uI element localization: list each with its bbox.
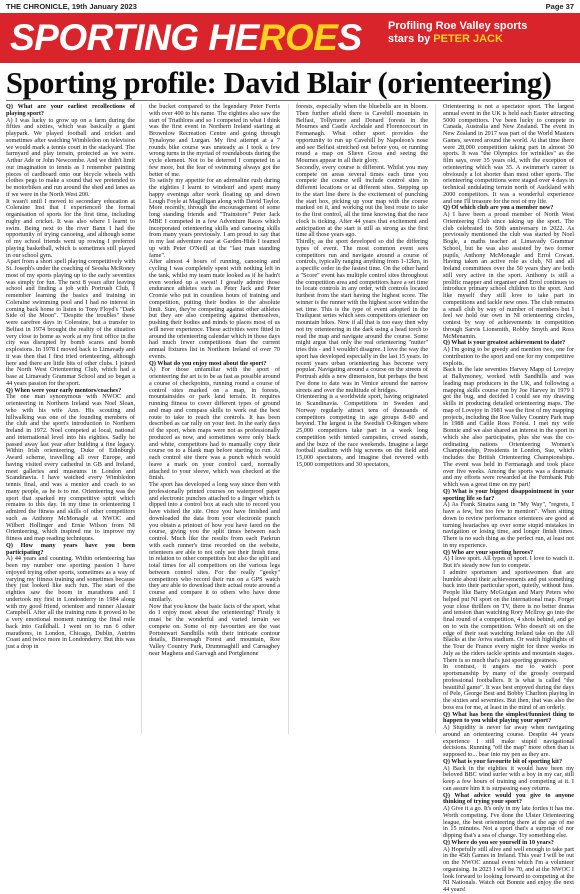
banner-strapline [388, 20, 574, 46]
banner-strapline-by: stars by [388, 33, 431, 45]
interview-question: Q) When were your early mentors/coaches? [6, 386, 122, 394]
article-paragraph: After almost 4 hours of running, canoeing and cycling I was completely spent with nothing left in the tank, whilst my team mate looked as if he hadn't even worked up a sweat! I greatly admire those endurance athletes such as Peter Jack and Peter Cromie who put in countless hours of training and competition, putting their bodies to the absolute limit. Sure, they're competing against other athletes but they are also competing against themselves, pushing their bodies and minds to places most of us will never experience. These activities were fitted in around the orienteering calendar which in those days had much fewer competitions than the current annual fixtures list in Northern Ireland of over 70 events. [149, 258, 280, 360]
article-paragraph: Back in the late seventies Harvey Mapp of Lovejoy at Ballymoney, worked with Sandhills and was leading map producers in the UK, and following a mapping skills course run by Joe Harvey in 1979 I got the bug, and decided I could see my drawing skills in producing detailed orienteering maps. The map of Lovejoy in 1981 was the first of my mapping projects, including the Roe Valley Country Park map in 1988 and Cattle Ross Forest. I met my wife Bonnie and we also shared an interest in the sport in which she also participates, plus she was the co-ordinating nations Orienteering Women's Championship, Presidents in London, Sue, which includes the British Orienteering Championships. The event was held in Fermanagh and took place over five weeks. Among the sports was a dramatic and my efforts were rewarded at the Fernbank Pub which was a great time on my part! [443, 366, 574, 488]
interview-question: Q) What is your biggest disappointment in your sporting life so far? [443, 487, 574, 502]
article-column-4 [443, 103, 574, 893]
section-banner [0, 13, 580, 63]
article-paragraph: To satisfy my appetite for an adrenaline rush during the eighties I learnt to windsurf and spent many happy evenings after work floating up and down Lough Foyle at Magilligan along with David Taylor. More recently, through the encouragement of some long standing friends and "Trainstore" Peter Jack MBE I competed in a few Adventure Races which incorporated orienteering skills and canoeing skills from many years previously. I am proud to say that in my last adventure race at Garden-Hide I teamed up with Peter O'Neill at the "last man standing fame". [149, 177, 280, 259]
article-paragraph: A) Back in the eighties it would have been my beloved BBC wind surfer with a boy in my car, still keep a few hours of training and competing at it. I can assure him it is surpassing easy returns. [443, 764, 574, 792]
banner-title-highlight: ROE [258, 17, 338, 58]
interview-question: Q) Who are your sporting heroes? [443, 548, 534, 556]
banner-title-part1: SPORTING HE [10, 17, 259, 58]
column-divider [141, 104, 142, 734]
article-headline: Sporting profile: David Blair (orienteering) [6, 66, 552, 100]
interview-question: Q) What is your greatest achievement to date? [443, 339, 566, 347]
article-paragraph: A) 44 years and counting. Within orienteering has been my number one sporting passion I have enjoyed trying other sports, sometimes as a way of varying my fitness training and sometimes because they just looked like such fun. The start of the eighties saw the boom in marathons and I undertook my first in Londonderry in 1984 along with my good friend, orienteer and runner Alastair Campbell. After all the training runs it proved to be a very emotional moment running the final mile back into Guildhall. I went on to run 6 other marathons, in London, Chicago, Dublin, Antrim Coast and twice more in Londonderry. But this was just a drop in [6, 555, 135, 650]
interview-question: Q) What do you enjoy most about the sport? [149, 359, 267, 367]
banner-strapline-line2 [388, 33, 574, 46]
article-column-1 [6, 104, 135, 734]
article-paragraph: A) As Frank Sinatra sang in "My Way", "regrets, I have a few, but too few to mention". When sitting down to review performance orienteers are good at turning heartaches up over some stupid mistakes in navigation or losing time, and longer finish times. There is no such thing as the perfect run, at least not in my experience. [443, 501, 574, 549]
interview-question: Q) What has been the simplest/funniest thing to happen to you whilst playing your sport? [443, 710, 574, 725]
article-paragraph: A) Stupidity is never far away when navigating around an orienteering course. Despite 44 years experience I still make stupid navigational decisions. Running "off the map" more often than is supposed to... bear into my pen as they are. [443, 724, 574, 758]
article-paragraph: It wasn't until I moved to secondary education at Coleraine Inst that I experienced the formal organisation of sports for the first time, including rugby and cricket. It was also where I learnt to swim. Being next to the river Bann I had the opportunity of trying canoeing, and although some of my school friends went up rowing I preferred playing basketball, which is sometimes still played in our school gym. [6, 197, 135, 259]
article-paragraph: A) Give it a go. It's only in my late forties it has me. Worth competing. I've done the Ulster Orienteering league, the best orienteering there at the age of me in 15 minutes. Not a sport that's a surprise of nor dipping that's a sea of change. Try something else. [443, 805, 574, 839]
masthead-page-number: Page 37 [545, 2, 574, 11]
interview-question: Q) What are your earliest recollections of playing sport? [6, 103, 135, 117]
banner-author: PETER JACK [433, 33, 503, 45]
article-paragraph: I admire sportsmen and sportswomen that are humble about their achievements and put something back into their particular sport, quietly, without fuss. People like Barry McGuigan and Mary Peters who helped put NI sport on the international map. Forget your close thrillers on TV, there is no better drama and tension than watching Rory Mcllroy go into the final round of a competition, 4 shots behind, and go on to win the competition. Who doesn't sit on the edge of their seat watching Ireland take on the All Blacks at the Aviva stadium. Or watch highlights of the Tour de France every night for three weeks in July as the riders tackle sprints and mountain stages. There is so much that's just sporting greatness. [443, 568, 574, 664]
interview-question: Q) How many years have you been participating? [6, 541, 135, 556]
article-paragraph: A) Hopefully still alive and well enough to take part in the 45th Games in Ireland. This year I will be out on the NWOC annual event which I'm a volunteer organising. In 2023 I will be 70, and at the NWOC I look forward to looking forward to competing at the NI Nationals. Watch out Bonnie and enjoy the next 44 years! [443, 845, 574, 893]
headline-divider [6, 100, 574, 101]
article-paragraph: A) I have been a proud member of North West Orienteering Club since taking up the sport. The club celebrated its 50th anniversary in 2022. As previously mentioned the club was started by Noel Bogle, a maths teacher at Limavady Grammar School, but he was also assisted by two former pupils, Anthony McMonagle and Errol Cowan. Having taken an active role as club, NI and all Ireland committees over the 50 years they are both still very active in the sport. Anthony is still a prolific mapper and organiser and Errol continues to introduce primary school children to the sport. And like myself they still love to take part in competitions and tackle new ones. The club remains a small club by way of number of members but I feel we hold our own in NI orienteering circles, contest by way of achievements in competition through Sarvis Lionsmith, Robby Smyth and Ross McMenamin. [443, 211, 574, 340]
article-paragraph: A) For those unfamiliar with the sport of orienteering the art is to be as fast as possible around a course of checkpoints, running round a course of control sites marked on a map, in forests, mountainsides or park land terrain. It requires running fitness to cover different types of ground and map and compass skills to work out the best route to take to reach the controls. It has been described as car rally on your feet. In the early days of the sport, when maps were not as professionally produced as now, and sometimes were only black and white, competitors had to manually copy their course on to a blank map before starting to run. At each control site there was a punch which would leave a mark on your control card, normally attached to your sleeve, which was checked at the finish. [149, 366, 280, 482]
interview-question: Q) Where do you see yourself in 10 years? [443, 838, 554, 846]
article-paragraph: Secondly, every course is different. Whilst you may compete on areas several times each time you compete the course will include control sites in different locations or at different sites. Stepping up to the start line there is the excitement of punching the start box, picking up your map with the course marked on it, and working out the best route to take to the first control, all the time knowing that the race clock is ticking. After 44 years that excitement and anticipation at the start is still as strong as the first time all those years ago. [296, 163, 428, 239]
masthead-paper: THE CHRONICLE, 19th January 2023 [6, 2, 137, 11]
article-column-2 [149, 104, 280, 734]
article-paragraph: Orienteering is not a spectator sport. The largest annual event in the UK is held each Easter attracting 5000 competitors. I've been lucky to compete in Canada, Australia and New Zealand. The event in New Zealand in 2017 was part of the World Masters Games, severed around the world. At that time there were 28,000 competition taking part in almost 30 sports. It was "the Olympics for wrinklies" as the film says, over 35 years old, with the exception of orienteering which was 35. A swimmer's career is obviously a lot shorter than most other sports. The orienteering competitions were staged over 4 days in technical undulating terrain north of Auckland with 2000 competitors. It was a wonderful experience and one I'll treasure for the rest of my life. [443, 103, 574, 205]
article-paragraph: In contrast, it angers me to watch poor sportsmanship by many of the grossly overpaid professional footballers. It is what is called "the beautiful game". It was best enjoyed during the days of Pele, George Best and Bobby Charlton playing in the sixties and seventies. But then, that was also the boss era for me, at least in the mind of an orderly. [443, 663, 574, 711]
article-paragraph: A) I'm going to be greedy and mention two, one for contribution to the sport and one for my competitive exploits. [443, 346, 574, 367]
banner-title [10, 17, 362, 59]
article-paragraph: The one man synonymous with NWOC and orienteering in Northern Ireland was Noel Sloan, who with his wife Ann. His scouting and hillwalking was one of the founding members of the club and the sport's introduction to Northern Ireland in 1972. Noel competed at local, national and international level into his eighties. Sadly he passed away last year after building a fine legacy. Within Irish orienteering, Duke of Edinburgh Award scheme, travelling all over Europe, and having visited every cathedral in GB and Ireland, meet galleries and museums in London and Scandinavia. I have watched every Wimbledon tennis final, and was a mentor and coach to so many people, as he is to me. Orienteering was the sport that sparked my competitive spirit which remains to this day. In my time in orienteering I admired the fitness and skills of other competitors such as Anthony McMonagle at NWOC and Wilbert Hollinger and Ernie Wilson from NI Orienteering, which inspired me to improve my fitness and map reading techniques. [6, 393, 135, 542]
article-paragraph: Apart from a short spell playing competitively with St. Joseph's under the coaching of Seosha McRoney most of my sports playing up to the early seventies was simply for fun. The next 8 years after leaving school and finding a job with Portrush Club, I remember learning the basics and training in Coleraine swimming pool and I had no interest in coming back home to listen to Tony Floyd's "Dark Side of the Moon". "Despite the troubles" these were carefree days in Coleraine, but a transfer to Belfast in 1974 brought the reality of the situation very close to home as work at my first office in the city was disrupted by bomb scares and bomb explosions. In 1978 I moved back to Limavady and it was then that I first tried orienteering, although here and there are little bits of other clubs. I joined the North West Orienteering Club, which had a base at Limavady Grammar School and so began a 44 years passion for the sport. [6, 258, 135, 387]
article-paragraph: A) I love sport. All types of sport. I love to watch it. But it's steady now fun to compete. [443, 555, 574, 569]
article-paragraph: the bucket compared to the legendary Peter Ferris with over 400 to his name. The eighties also saw the start of Triathlons and so I competed in what I think was the first event in Northern Ireland starting at Brownlow Recreation Centre and going through Tynaloyne and Lurgan. My first attempt at a 7 rounds bike course was unsteady as I took a few wrong turns in the myriad of roundabouts during the cycle element. Not to be deterred I competed in a few more, but the fear of swimming always got the better of me. [149, 103, 280, 178]
column-divider [435, 104, 436, 734]
interview-question: Q) Of which club are you a member now? [443, 204, 554, 212]
interview-question: Q) What is your favourite bit of sporting kit? [443, 757, 563, 765]
banner-title-part3: S [337, 17, 362, 58]
banner-strapline-line1: Profiling Roe Valley sports [388, 20, 528, 32]
article-paragraph: forests, especially when the bluebells are in bloom. Then further afield there is Cavehill mountain in Belfast, Tollymore and Donard forests in the Mournes and Castle Archdale and Florencecourt in Fermanagh. What other sport provides the opportunity to run up Cavehill by Napoleon's nose and see Belfast stretched out before you, or running round a map on Slieve Gross and seeing the Mournes appear in all their glory. [296, 103, 428, 164]
article-paragraph: Now that you know the basic facts of the sport, what do I enjoy most about the orienteering? Firstly it must be the wonderful and varied terrain we compete on. Some of my favourites are the vast Portstewart Sandhills with their intricate contour details, Binevenagh Forest and mountain, Roe Valley Country Park, Drummaghill and Carnaghey near Maghera and Garvagh and Portglenone [149, 602, 280, 657]
article-paragraph: A) I was lucky to grow up on a farm during the fifties and sixties, which was basically a giant playpark. We played football and cricket and sometimes after watching Wimbledon on television we would mark a tennis court in the stackyard. The farmyard and play terrain, protected as we were. Arthur Ade or John Newcombe. And we didn't limit our imagination to tennis as I remember painting pieces of cardboard onto our bicycle wheels with clothes pegs to make a sound that we pretended to be motorbikes and run around the shed and lanes as if we were in the North West 200. [6, 116, 135, 198]
article-column-3 [296, 104, 428, 734]
article-paragraph: The sport has developed a long way since then with professionally printed courses on waterproof paper and electronic punches attached to a finger which is dipped into a control box at each site to record you have visited the site. Once you have finished and downloaded the data from your electronic punch you obtain a printout of how you have fared on the course, giving you the split times between each control. Much like the results from each Parkrun with each runner's time recorded on the website, orienteers are able to not only see their finish time, in relation to other competitors but also the split and total times for all competitors on the various legs between control sites. For the really "geeky" competitors who record their run on a GPS watch they are able to download their actual route around a course and compare it to others who have done similarly. [149, 481, 280, 603]
masthead [6, 2, 574, 12]
interview-question: Q) What advice would you give to anyone thinking of trying your sport? [443, 791, 574, 806]
article-paragraph: Thirdly, as the sport developed so did the differing types of event. The most common event sees competitors run and navigate around a course of controls, typically ranging anything from 1-12km, in a specific order in the fastest time. On the other hand a "Score" event has multiple control sites throughout the competition area and competitors have a set time to locate controls in any order, with controls located furthest from the start having the highest score. The winner is the runner with the highest score within the set time. This is the type of event adopted in the Trailquest series which sees competitors orienteer on mountain bikes. Now if all that is too easy then why not try orienteering in the dark using a head torch to read the map and navigate around the course. Some might argue that only the real orienteering "nutter" tries this - and I wouldn't disagree. I love the way the sport has developed especially in the last 15 years. In recent years urban orienteering has become very popular. Navigating around a course on the streets of Portrush adds a new dimension, but perhaps the best I've done to date was in Venice around the narrow streets and over the multitude of bridges. [296, 238, 428, 394]
column-divider [288, 104, 289, 734]
article-paragraph: Orienteering is a worldwide sport, having originated in Scandinavia. Competitions in Sweden and Norway regularly attract tens of thousands of competitors competing in age groups 8-80 and beyond. The largest is the Swedish O-Ringen where 25,000 competitors take part in a week long competition with tented campsites, crowd stands, and the buzz of the race weekends. Imagine a large football stadium with big screens on the field and 15,000 spectators, and imagine that revered with 15,000 competitors and 30 spectators, [296, 393, 428, 468]
